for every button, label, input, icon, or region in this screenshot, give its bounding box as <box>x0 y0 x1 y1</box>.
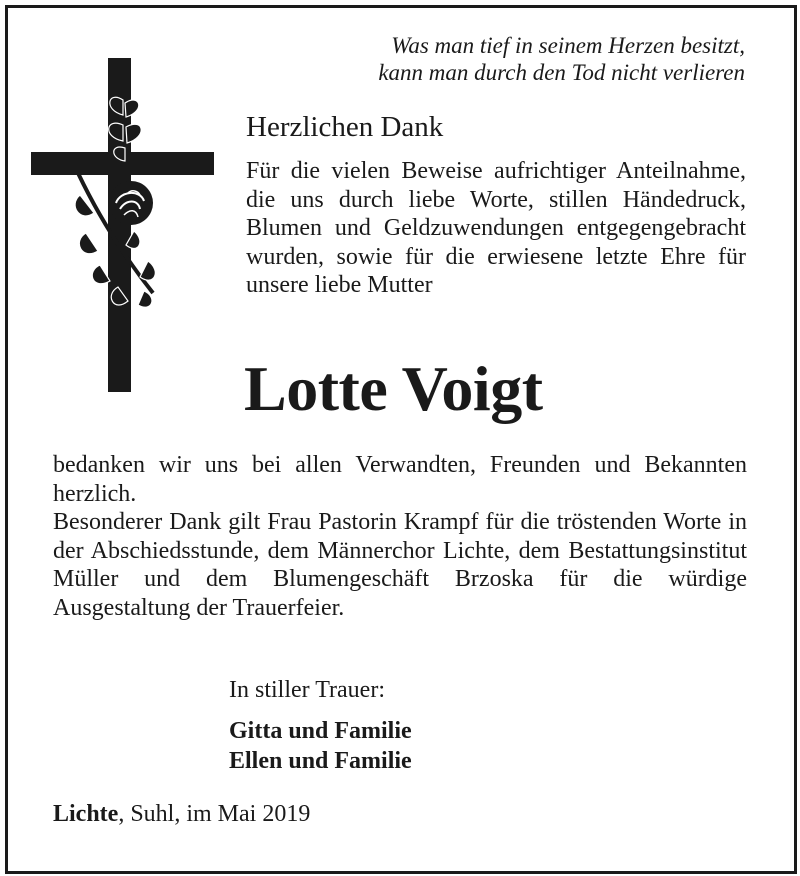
motto <box>265 32 745 86</box>
deceased-name: Lotte Voigt <box>244 353 543 424</box>
special-thanks-paragraph: Besonderer Dank gilt Frau Pastorin Krampf für die tröstenden Worte in der Abschiedsstunde, dem Männerchor Lichte, dem Bestattungsinstitut Müller und dem Blumengeschäft Brzoska für die würdige Ausgestaltung der Trauerfeier. <box>53 509 747 621</box>
cross-with-rose-icon <box>28 55 218 395</box>
motto-line-2: kann man durch den Tod nicht verlieren <box>378 60 745 85</box>
signers <box>229 716 412 776</box>
thanks-body <box>53 451 747 622</box>
motto-line-1: Was man tief in seinem Herzen besitzt, <box>391 33 745 58</box>
intro-text: Für die vielen Beweise aufrichtiger Anteilnahme, die uns durch liebe Worte, stillen Händedruck, Blumen und Geldzuwendungen entgegengebracht wurden, sowie für die erwiesene letzte Ehre für unsere liebe Mutter <box>246 158 746 298</box>
heading: Herzlichen Dank <box>246 111 444 143</box>
signer-1: Gitta und Familie <box>229 718 412 744</box>
thanks-paragraph: bedanken wir uns bei allen Verwandten, Freunden und Bekannten herzlich. <box>53 452 747 507</box>
place-date-rest: , Suhl, im Mai 2019 <box>118 801 311 827</box>
place-name: Lichte <box>53 801 119 827</box>
mourning-label: In stiller Trauer: <box>229 677 385 703</box>
place-date <box>53 801 310 828</box>
signer-2: Ellen und Familie <box>229 748 412 774</box>
